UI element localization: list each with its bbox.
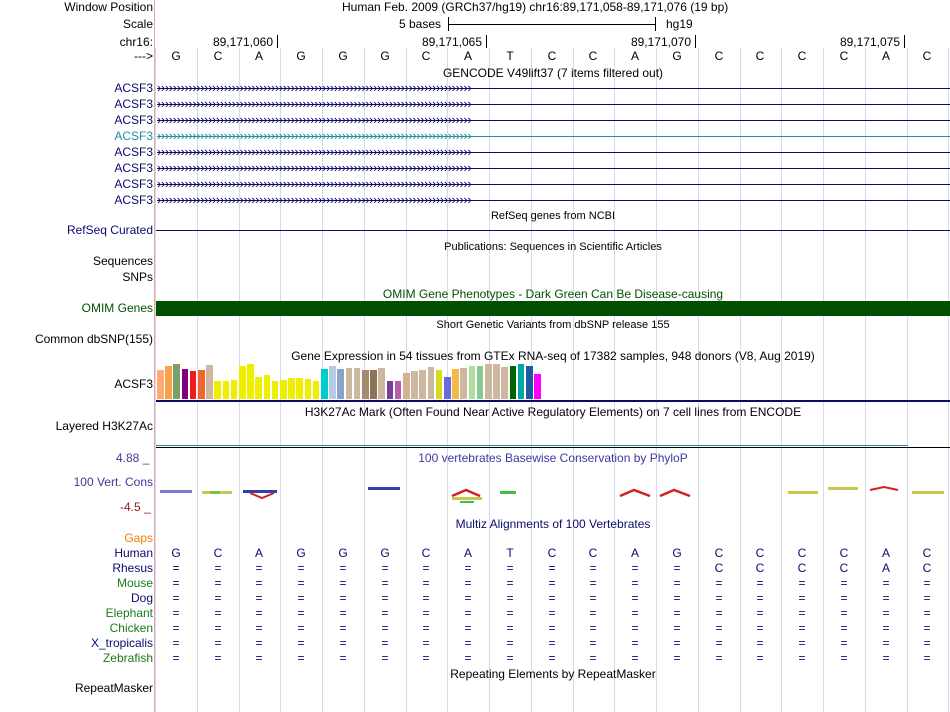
alignment-base: C xyxy=(839,561,849,575)
alignment-base: C xyxy=(714,561,724,575)
alignment-base: = xyxy=(589,636,597,650)
alignment-base: = xyxy=(589,606,597,620)
alignment-base: = xyxy=(923,606,931,620)
strand-arrows: ›››››››››››››››››››››››››››››››››››››››››››››››››››››››››››››››››››››››››››››››› xyxy=(157,96,472,111)
alignment-base: = xyxy=(798,606,806,620)
base-letter: A xyxy=(630,49,639,63)
alignment-base: C xyxy=(213,546,223,560)
alignment-base: = xyxy=(715,606,723,620)
alignment-base: G xyxy=(171,546,181,560)
alignment-base: = xyxy=(756,621,764,635)
alignment-base: A xyxy=(630,546,639,560)
base-letter: C xyxy=(839,49,849,63)
alignment-base: = xyxy=(214,636,222,650)
omim-track-title: OMIM Gene Phenotypes - Dark Green Can Be Disease-causing xyxy=(382,287,724,301)
strand-arrows: ›››››››››››››››››››››››››››››››››››››››››››››››››››››››››››››››››››››››››››››››› xyxy=(157,80,472,95)
alignment-base: = xyxy=(548,561,556,575)
repeatmasker-track-label[interactable]: RepeatMasker xyxy=(74,681,153,695)
alignment-base: = xyxy=(339,606,347,620)
strand-arrows: ›››››››››››››››››››››››››››››››››››››››››››››››››››››››››››››››››››››››››››››››› xyxy=(157,112,472,127)
alignment-base: = xyxy=(422,651,430,665)
gene-label-acsf3[interactable]: ACSF3 xyxy=(114,145,153,159)
alignment-base: = xyxy=(172,621,180,635)
alignment-base: G xyxy=(338,546,348,560)
dbsnp-track-label[interactable]: Common dbSNP(155) xyxy=(34,332,153,346)
alignment-base: = xyxy=(464,636,472,650)
coordinate-label: 89,171,070 xyxy=(630,35,691,49)
alignment-base: = xyxy=(715,576,723,590)
alignment-base: = xyxy=(631,561,639,575)
alignment-base: = xyxy=(798,651,806,665)
alignment-base: = xyxy=(882,591,890,605)
alignment-base: = xyxy=(381,591,389,605)
snps-label[interactable]: SNPs xyxy=(122,270,153,284)
alignment-base: = xyxy=(506,576,514,590)
gene-label-acsf3[interactable]: ACSF3 xyxy=(114,177,153,191)
alignment-base: = xyxy=(255,606,263,620)
alignment-base: = xyxy=(631,636,639,650)
strand-label: ---> xyxy=(134,49,153,63)
alignment-base: = xyxy=(673,636,681,650)
alignment-base: = xyxy=(297,651,305,665)
alignment-base: = xyxy=(548,651,556,665)
coordinate-label: 89,171,060 xyxy=(212,35,273,49)
alignment-base: = xyxy=(631,621,639,635)
scale-assembly: hg19 xyxy=(666,17,693,31)
scale-label: Scale xyxy=(122,17,153,31)
base-letter: A xyxy=(881,49,890,63)
alignment-base: = xyxy=(464,621,472,635)
alignment-base: = xyxy=(589,561,597,575)
alignment-base: = xyxy=(798,576,806,590)
alignment-base: = xyxy=(172,636,180,650)
refseq-track-label[interactable]: RefSeq Curated xyxy=(66,223,153,237)
alignment-base: = xyxy=(297,636,305,650)
alignment-base: = xyxy=(506,561,514,575)
alignment-base: = xyxy=(381,651,389,665)
alignment-base: = xyxy=(548,576,556,590)
alignment-base: = xyxy=(840,606,848,620)
gene-label-acsf3[interactable]: ACSF3 xyxy=(114,193,153,207)
alignment-base: = xyxy=(798,591,806,605)
alignment-base: = xyxy=(255,651,263,665)
alignment-base: = xyxy=(422,591,430,605)
gtex-track-label[interactable]: ACSF3 xyxy=(114,377,153,391)
alignment-base: = xyxy=(756,591,764,605)
alignment-base: = xyxy=(214,606,222,620)
alignment-base: = xyxy=(506,651,514,665)
alignment-base: = xyxy=(631,651,639,665)
alignment-base: = xyxy=(548,636,556,650)
gene-label-acsf3[interactable]: ACSF3 xyxy=(114,129,153,143)
strand-arrows: ›››››››››››››››››››››››››››››››››››››››››››››››››››››››››››››››››››››››››››››››› xyxy=(157,176,472,191)
h3k27ac-track-title: H3K27Ac Mark (Often Found Near Active Regulatory Elements) on 7 cell lines from ENCODE xyxy=(304,405,802,419)
alignment-base: = xyxy=(798,636,806,650)
species-label[interactable]: Mouse xyxy=(116,576,153,590)
alignment-base: = xyxy=(923,591,931,605)
alignment-base: = xyxy=(464,576,472,590)
alignment-base: A xyxy=(463,546,472,560)
base-letter: C xyxy=(213,49,223,63)
alignment-base: = xyxy=(840,651,848,665)
alignment-base: = xyxy=(214,561,222,575)
h3k27ac-track-label[interactable]: Layered H3K27Ac xyxy=(55,419,153,433)
alignment-base: = xyxy=(506,606,514,620)
alignment-base: = xyxy=(214,621,222,635)
alignment-base: = xyxy=(214,651,222,665)
species-label[interactable]: Zebrafish xyxy=(102,651,153,665)
alignment-base: = xyxy=(923,621,931,635)
alignment-base: = xyxy=(882,621,890,635)
alignment-base: = xyxy=(297,606,305,620)
alignment-base: = xyxy=(422,606,430,620)
alignment-base: = xyxy=(548,621,556,635)
alignment-base: C xyxy=(755,546,765,560)
alignment-base: T xyxy=(506,546,514,560)
base-letter: A xyxy=(254,49,263,63)
alignment-base: = xyxy=(923,636,931,650)
base-letter: G xyxy=(338,49,348,63)
alignment-base: = xyxy=(756,651,764,665)
alignment-base: = xyxy=(381,576,389,590)
alignment-base: = xyxy=(756,576,764,590)
alignment-base: = xyxy=(464,561,472,575)
alignment-base: = xyxy=(840,636,848,650)
alignment-base: = xyxy=(464,651,472,665)
alignment-base: = xyxy=(422,636,430,650)
base-letter: C xyxy=(922,49,932,63)
alignment-base: = xyxy=(589,576,597,590)
alignment-base: = xyxy=(297,591,305,605)
alignment-base: C xyxy=(839,546,849,560)
alignment-base: C xyxy=(922,546,932,560)
alignment-base: = xyxy=(882,636,890,650)
alignment-base: = xyxy=(214,576,222,590)
alignment-base: = xyxy=(673,651,681,665)
alignment-base: = xyxy=(297,621,305,635)
alignment-base: = xyxy=(422,561,430,575)
alignment-base: = xyxy=(506,621,514,635)
alignment-base: = xyxy=(464,606,472,620)
alignment-base: = xyxy=(923,576,931,590)
alignment-base: = xyxy=(715,636,723,650)
conservation-min-label: -4.5 _ xyxy=(120,500,151,514)
alignment-base: G xyxy=(672,546,682,560)
species-label[interactable]: Rhesus xyxy=(112,561,153,575)
alignment-base: = xyxy=(339,636,347,650)
conservation-track-title: 100 vertebrates Basewise Conservation by PhyloP xyxy=(418,451,688,465)
alignment-base: = xyxy=(172,576,180,590)
alignment-base: G xyxy=(296,546,306,560)
alignment-base: = xyxy=(673,606,681,620)
alignment-base: = xyxy=(506,591,514,605)
chromosome-label: chr16: xyxy=(119,35,153,49)
alignment-base: = xyxy=(172,591,180,605)
alignment-base: = xyxy=(172,606,180,620)
alignment-base: C xyxy=(755,561,765,575)
conservation-max-label: 4.88 _ xyxy=(116,451,150,465)
alignment-base: C xyxy=(922,561,932,575)
base-letter: G xyxy=(296,49,306,63)
alignment-base: = xyxy=(589,621,597,635)
alignment-base: = xyxy=(631,606,639,620)
coordinate-label: 89,171,075 xyxy=(839,35,900,49)
alignment-base: = xyxy=(464,591,472,605)
alignment-base: = xyxy=(923,651,931,665)
alignment-base: = xyxy=(381,621,389,635)
species-label[interactable]: Human xyxy=(114,546,153,560)
alignment-base: = xyxy=(255,591,263,605)
alignment-base: = xyxy=(589,591,597,605)
alignment-base: = xyxy=(673,621,681,635)
alignment-base: = xyxy=(673,561,681,575)
refseq-track-title: RefSeq genes from NCBI xyxy=(490,210,616,222)
alignment-base: = xyxy=(381,636,389,650)
base-letter: C xyxy=(421,49,431,63)
alignment-base: = xyxy=(756,636,764,650)
species-label[interactable]: Elephant xyxy=(105,606,153,620)
multiz-track-title: Multiz Alignments of 100 Vertebrates xyxy=(455,517,651,531)
alignment-base: A xyxy=(881,546,890,560)
alignment-base: = xyxy=(422,576,430,590)
alignment-base: = xyxy=(715,591,723,605)
alignment-base: C xyxy=(797,561,807,575)
alignment-base: = xyxy=(548,591,556,605)
alignment-base: = xyxy=(882,576,890,590)
alignment-base: = xyxy=(214,591,222,605)
alignment-base: C xyxy=(797,546,807,560)
strand-arrows: ›››››››››››››››››››››››››››››››››››››››››››››››››››››››››››››››››››››››››››››››› xyxy=(157,144,472,159)
alignment-base: = xyxy=(882,651,890,665)
alignment-base: = xyxy=(381,561,389,575)
alignment-base: C xyxy=(547,546,557,560)
alignment-base: C xyxy=(588,546,598,560)
alignment-base: = xyxy=(255,576,263,590)
alignment-base: = xyxy=(631,576,639,590)
alignment-base: = xyxy=(339,561,347,575)
alignment-base: = xyxy=(422,621,430,635)
alignment-base: = xyxy=(297,561,305,575)
strand-arrows: ›››››››››››››››››››››››››››››››››››››››››››››››››››››››››››››››››››››››››››››››› xyxy=(157,128,472,143)
base-letter: C xyxy=(547,49,557,63)
gaps-label[interactable]: Gaps xyxy=(124,531,153,545)
coordinate-label: 89,171,065 xyxy=(421,35,482,49)
alignment-base: = xyxy=(339,621,347,635)
repeatmasker-track-title: Repeating Elements by RepeatMasker xyxy=(450,667,656,681)
omim-track-label[interactable]: OMIM Genes xyxy=(81,301,153,315)
sequences-label[interactable]: Sequences xyxy=(92,254,153,268)
alignment-base: C xyxy=(421,546,431,560)
scale-bases: 5 bases xyxy=(399,17,442,31)
base-letter: G xyxy=(171,49,181,63)
alignment-base: = xyxy=(172,651,180,665)
species-label[interactable]: Dog xyxy=(130,591,153,605)
dbsnp-track-title: Short Genetic Variants from dbSNP release 155 xyxy=(436,319,670,331)
alignment-base: = xyxy=(840,621,848,635)
alignment-base: = xyxy=(840,591,848,605)
alignment-base: = xyxy=(673,591,681,605)
alignment-base: = xyxy=(715,621,723,635)
window-position-value: Human Feb. 2009 (GRCh37/hg19) chr16:89,171,058-89,171,076 (19 bp) xyxy=(342,0,729,14)
window-position-label: Window Position xyxy=(64,0,153,14)
alignment-base: = xyxy=(297,576,305,590)
alignment-base: = xyxy=(339,576,347,590)
gene-label-acsf3[interactable]: ACSF3 xyxy=(114,97,153,111)
gene-label-acsf3[interactable]: ACSF3 xyxy=(114,81,153,95)
alignment-base: A xyxy=(881,561,890,575)
base-letter: C xyxy=(797,49,807,63)
gene-label-acsf3[interactable]: ACSF3 xyxy=(114,113,153,127)
alignment-base: = xyxy=(339,651,347,665)
gene-label-acsf3[interactable]: ACSF3 xyxy=(114,161,153,175)
publications-track-title: Publications: Sequences in Scientific Articles xyxy=(444,241,662,253)
alignment-base: = xyxy=(589,651,597,665)
base-letter: T xyxy=(506,49,514,63)
alignment-base: = xyxy=(756,606,764,620)
alignment-base: G xyxy=(380,546,390,560)
alignment-base: = xyxy=(882,606,890,620)
alignment-base: = xyxy=(548,606,556,620)
gtex-track-title: Gene Expression in 54 tissues from GTEx RNA-seq of 17382 samples, 948 donors (V8, Aug 2019) xyxy=(291,349,815,363)
gencode-track-title: GENCODE V49lift37 (7 items filtered out) xyxy=(442,66,664,80)
conservation-track-label[interactable]: 100 Vert. Cons xyxy=(73,475,153,489)
base-letter: C xyxy=(755,49,765,63)
alignment-base: = xyxy=(673,576,681,590)
alignment-base: = xyxy=(715,651,723,665)
alignment-base: = xyxy=(255,636,263,650)
alignment-base: = xyxy=(840,576,848,590)
species-label[interactable]: Chicken xyxy=(109,621,153,635)
base-letter: G xyxy=(380,49,390,63)
strand-arrows: ›››››››››››››››››››››››››››››››››››››››››››››››››››››››››››››››››››››››››››››››› xyxy=(157,192,472,207)
alignment-base: = xyxy=(381,606,389,620)
alignment-base: C xyxy=(714,546,724,560)
alignment-base: = xyxy=(506,636,514,650)
base-letter: C xyxy=(714,49,724,63)
base-letter: G xyxy=(672,49,682,63)
alignment-base: A xyxy=(254,546,263,560)
species-label[interactable]: X_tropicalis xyxy=(90,636,153,650)
alignment-base: = xyxy=(339,591,347,605)
alignment-base: = xyxy=(798,621,806,635)
strand-arrows: ›››››››››››››››››››››››››››››››››››››››››››››››››››››››››››››››››››››››››››››››› xyxy=(157,160,472,175)
alignment-base: = xyxy=(631,591,639,605)
alignment-base: = xyxy=(172,561,180,575)
base-letter: A xyxy=(463,49,472,63)
alignment-base: = xyxy=(255,621,263,635)
alignment-base: = xyxy=(255,561,263,575)
base-letter: C xyxy=(588,49,598,63)
